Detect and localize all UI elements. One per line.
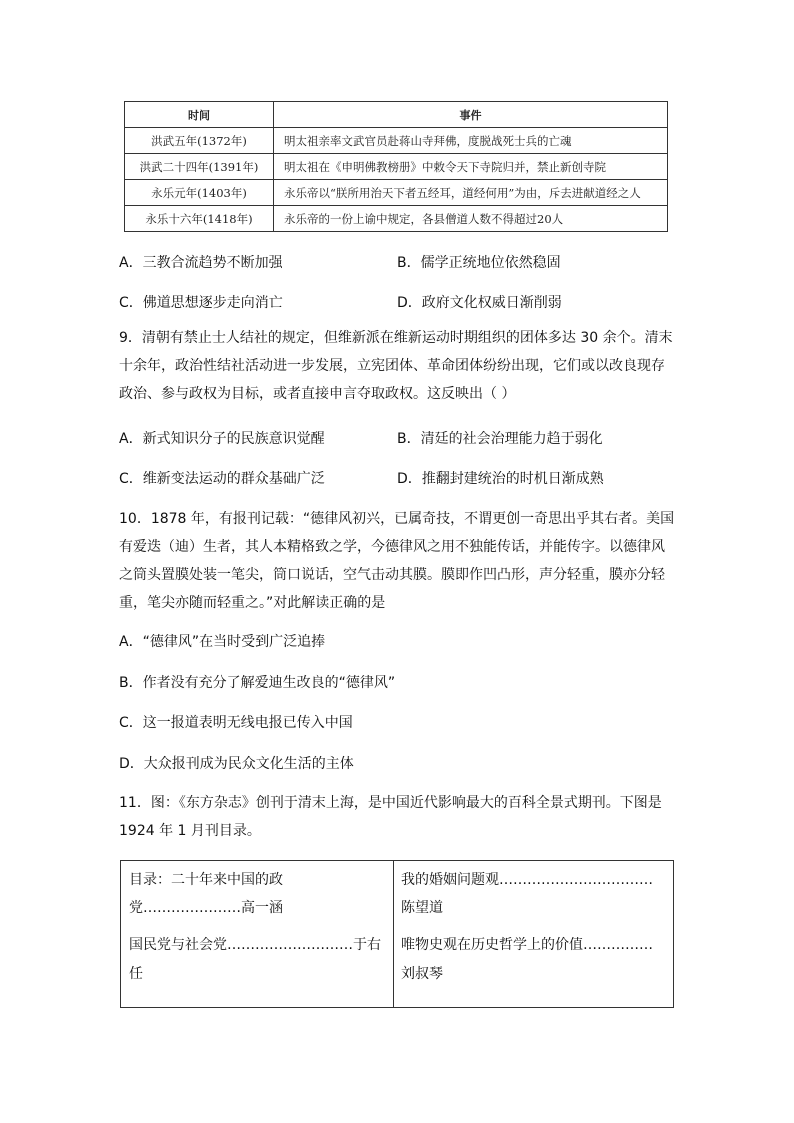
q10-stem-line: 有爱迭（迪）生者，其人本精格致之学，今德律风之用不独能传话，并能传字。以德律风	[119, 539, 665, 555]
q9-option-b: B．清廷的社会治理能力趋于弱化	[397, 431, 603, 447]
header-time: 时间	[125, 102, 274, 128]
magazine-contents-table	[120, 860, 674, 1008]
header-event: 事件	[274, 102, 668, 128]
column-divider	[393, 861, 394, 1007]
contents-entry: 陈望道	[401, 900, 443, 916]
q9-option-a: A．新式知识分子的民族意识觉醒	[119, 431, 325, 447]
q8-option-b: B．儒学正统地位依然稳固	[397, 255, 561, 271]
contents-entry: 唯物史观在历史哲学上的价值……………	[401, 937, 653, 953]
cell-event: 明太祖在《申明佛教榜册》中敕令天下寺院归并，禁止新创寺院	[274, 154, 668, 180]
table-row	[125, 206, 668, 232]
q8-option-d: D．政府文化权威日渐削弱	[397, 295, 562, 311]
q10-stem-line: 之筒头置膜处装一笔尖，筒口说话，空气击动其膜。膜即作凹凸形，声分轻重，膜亦分轻	[119, 567, 665, 583]
q10-option-c: C．这一报道表明无线电报已传入中国	[119, 715, 353, 731]
q10-option-d: D．大众报刊成为民众文化生活的主体	[119, 756, 354, 772]
history-events-table	[124, 101, 668, 232]
q9-option-d: D．推翻封建统治的时机日渐成熟	[397, 471, 604, 487]
q9-option-c: C．维新变法运动的群众基础广泛	[119, 471, 325, 487]
cell-event: 永乐帝的一份上谕中规定，各县僧道人数不得超过20人	[274, 206, 668, 232]
q9-stem-line: 9．清朝有禁止士人结社的规定，但维新派在维新运动时期组织的团体多达 30 余个。清末	[119, 330, 673, 346]
table-row	[125, 128, 668, 154]
contents-entry: 目录：二十年来中国的政	[129, 872, 283, 888]
q10-stem-line: 10．1878 年，有报刊记载：“德律风初兴，已属奇技，不谓更创一奇思出乎其右者。美国	[119, 511, 675, 527]
q11-stem-line: 11．图：《东方杂志》创刊于清末上海，是中国近代影响最大的百科全景式期刊。下图是	[119, 795, 662, 811]
q9-stem-line: 政治、参与政权为目标，或者直接申言夺取政权。这反映出（ ）	[119, 386, 516, 402]
contents-entry: 我的婚姻问题观……………………………	[401, 872, 653, 888]
q10-stem-line: 重，笔尖亦随而轻重之。”对此解读正确的是	[119, 595, 386, 611]
q11-stem-line: 1924 年 1 月刊目录。	[119, 823, 261, 839]
table-header-row	[125, 102, 668, 128]
contents-entry: 刘叔琴	[401, 966, 443, 982]
cell-time: 洪武五年(1372年)	[125, 128, 274, 154]
cell-event: 明太祖亲率文武官员赴蒋山寺拜佛，度脱战死士兵的亡魂	[274, 128, 668, 154]
q8-option-a: A．三教合流趋势不断加强	[119, 255, 283, 271]
cell-time: 永乐十六年(1418年)	[125, 206, 274, 232]
q9-stem-line: 十余年，政治性结社活动进一步发展，立宪团体、革命团体纷纷出现，它们或以改良现存	[119, 358, 665, 374]
cell-time: 永乐元年(1403年)	[125, 180, 274, 206]
q8-option-c: C．佛道思想逐步走向消亡	[119, 295, 283, 311]
contents-entry: 党…………………高一涵	[129, 900, 283, 916]
q10-option-a: A．“德律风”在当时受到广泛追捧	[119, 634, 326, 650]
contents-entry: 任	[129, 966, 143, 982]
table-row	[125, 180, 668, 206]
table-row	[125, 154, 668, 180]
q10-option-b: B．作者没有充分了解爱迪生改良的“德律风”	[119, 675, 396, 691]
contents-entry: 国民党与社会党………………………于右	[129, 937, 381, 953]
cell-time: 洪武二十四年(1391年)	[125, 154, 274, 180]
cell-event: 永乐帝以“朕所用治天下者五经耳，道经何用”为由，斥去进献道经之人	[274, 180, 668, 206]
